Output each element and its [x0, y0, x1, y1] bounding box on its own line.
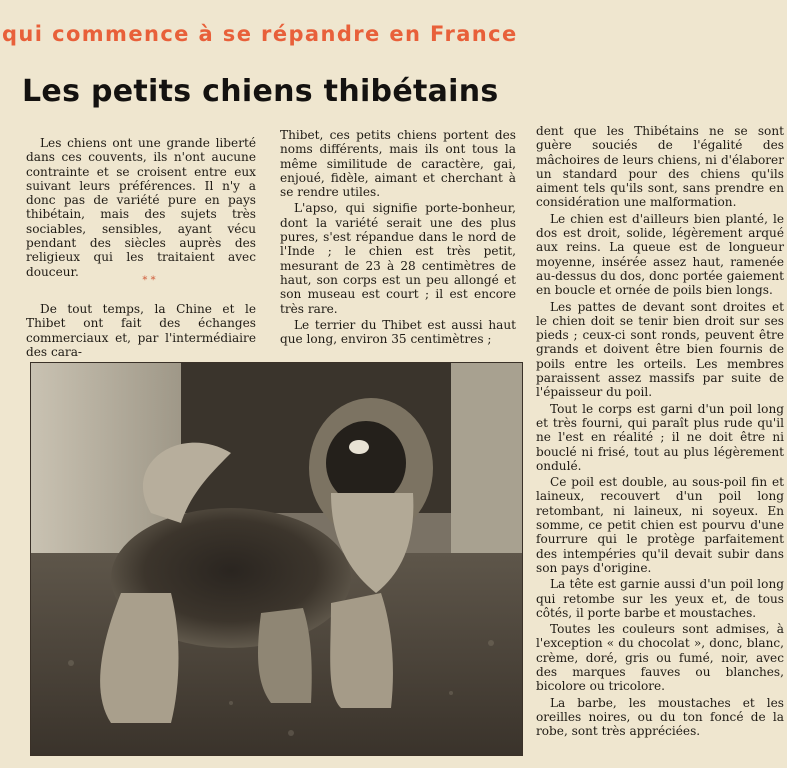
- dog-photograph: [30, 362, 523, 756]
- paragraph: Tout le corps est garni d'un poil long et très fourni, qui paraît plus rude qu'il ne l'est en réalité ; il ne doit être ni bouclé ni frisé, tout au plus légèrement ondulé.: [536, 401, 784, 473]
- paragraph: De tout temps, la Chine et le Thibet ont fait des échanges commerciaux et, par l'intermédiaire des cara-: [26, 302, 256, 359]
- section-kicker: qui commence à se répandre en France: [2, 22, 518, 46]
- paragraph: Le chien est d'ailleurs bien planté, le dos est droit, solide, légèrement arqué aux reins. La queue est de longueur moyenne, insérée assez haut, ramenée au-dessus du dos, donc portée gaiement en boucle et ornée de poils bien longs.: [536, 211, 784, 298]
- dog-front-leg: [330, 593, 393, 708]
- section-separator: * *: [142, 275, 156, 286]
- dog-mouth-highlight: [349, 440, 369, 454]
- paragraph: Les pattes de devant sont droites et le chien doit se tenir bien droit sur ses pieds ; ceux-ci sont ronds, peuvent être grands et doivent être bien fournis de poils entre les orteils. Les membres paraissent assez massifs par suite de l'épaisseur du poil.: [536, 299, 784, 400]
- paragraph: Ce poil est double, au sous-poil fin et laineux, recouvert d'un poil long retombant, ni laineux, ni soyeux. En somme, ce petit chien est pourvu d'une fourrure qui le protège parfaitement des intempéries qu'il devait subir dans son pays d'origine.: [536, 475, 784, 575]
- article-column-2: [280, 128, 516, 346]
- paragraph: Le terrier du Thibet est aussi haut que long, environ 35 centimètres ;: [280, 317, 516, 347]
- article-column-1-continued: [26, 302, 256, 359]
- article-title: Les petits chiens thibétains: [22, 74, 499, 109]
- paragraph: La barbe, les moustaches et les oreilles noires, ou du ton foncé de la robe, sont très appréciées.: [536, 695, 784, 739]
- paragraph: Thibet, ces petits chiens portent des noms différents, mais ils ont tous la même similitude de caractère, gai, enjoué, fidèle, aimant et cherchant à se rendre utiles.: [280, 128, 516, 200]
- tibetan-terrier-image: [31, 363, 522, 755]
- paragraph: L'apso, qui signifie porte-bonheur, dont la variété serait une des plus pures, s'est répandue dans le nord de l'Inde ; le chien est très petit, mesurant de 23 à 28 centimètres de haut, son corps est un peu allongé et son museau est court ; il est encore très rare.: [280, 201, 516, 316]
- article-column-3: [536, 124, 784, 764]
- paragraph: La tête est garnie aussi d'un poil long qui retombe sur les yeux et, de tous côtés, il porte barbe et moustaches.: [536, 577, 784, 620]
- paragraph: Les chiens ont une grande liberté dans ces couvents, ils n'ont aucune contrainte et se croisent entre eux suivant leurs préférences. Il n'y a donc pas de variété pure en pays thibétain, mais des sujets très sociables, sensibles, ayant vécu pendant des siècles auprès des religieux qui les traitaient avec douceur.: [26, 136, 256, 279]
- paragraph: dent que les Thibétains ne se sont guère souciés de l'égalité des mâchoires de leurs chiens, ni d'élaborer un standard pour des chiens qu'ils aiment tels qu'ils sont, sans prendre en considération une malformation.: [536, 124, 784, 210]
- paragraph: Toutes les couleurs sont admises, à l'exception « du chocolat », donc, blanc, crème, doré, gris ou fumé, noir, avec des marques fauves ou blanches, bicolore ou tricolore.: [536, 622, 784, 694]
- article-column-1: [26, 136, 256, 279]
